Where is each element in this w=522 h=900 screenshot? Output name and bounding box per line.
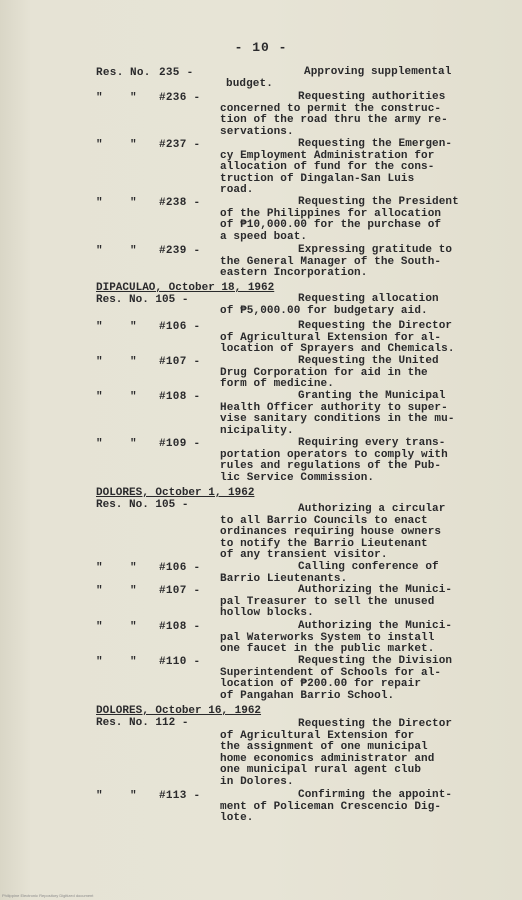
ditto-mark: " [130,391,137,403]
ditto-mark: " [96,391,103,403]
resolution-number: #239 - [159,245,201,257]
resolution-number: #106 - [159,562,201,574]
resolution-number: #106 - [159,321,201,333]
section-heading: DIPACULAO, October 18, 1962 [96,282,275,294]
resolution-text: Requesting the Director of Agricultural Extension for al- location of Sprayers and Chemicals. [220,320,455,355]
ditto-mark: " [130,197,137,209]
scan-footer: Philippine Electronic Repository Digitized document [2,893,94,898]
resolution-text: Requesting allocation of ₱5,000.00 for budgetary aid. [220,293,439,317]
ditto-mark: " [96,585,103,597]
resolution-text: Confirming the appoint- ment of Policeman Crescencio Dig- lote. [220,789,453,824]
ditto-mark: " [130,562,137,574]
resolution-text: Calling conference of Barrio Lieutenants. [220,561,439,585]
resolution-number: #107 - [159,585,201,597]
ditto-mark: " [96,197,103,209]
resolution-number: #109 - [159,438,201,450]
ditto-mark: " [130,585,137,597]
resolution-number: #113 - [159,790,201,802]
resolution-number: #236 - [159,92,201,104]
ditto-mark: " [96,92,103,104]
section-heading: DOLORES, October 16, 1962 [96,705,262,717]
ditto-mark: " [96,321,103,333]
ditto-mark: " [130,790,137,802]
ditto-mark: " [130,139,137,151]
resolution-number: #110 - [159,656,201,668]
resolution-text: Authorizing the Munici- pal Waterworks System to install one faucet in the public market. [220,620,453,655]
ditto-mark: " [130,356,137,368]
section-resolution-ref: Res. No. 105 - [96,498,189,511]
section-resolution-ref: Res. No. 112 - [96,716,189,729]
resolution-text: Requesting the President of the Philippines for allocation of ₱10,000.00 for the purchase of a speed boat. [220,196,459,243]
ditto-mark: " [96,139,103,151]
ditto-mark: " [130,92,137,104]
ditto-mark: " [130,245,137,257]
res-label: Res. [96,67,124,79]
no-label: No. [130,67,151,79]
resolution-text: Requesting the Director of Agricultural Extension for the assignment of one municipal home economics administrator and one municipal rural agent club in Dolores. [220,718,453,788]
resolution-text: Authorizing a circular to all Barrio Councils to enact ordinances requiring house owners to notify the Barrio Lieutenant of any transient visitor. [220,503,446,561]
resolution-text: Requesting authorities concerned to permit the construc- tion of the road thru the army re- servations. [220,91,448,138]
resolution-text: Requesting the Emergen- cy Employment Administration for allocation of fund for the cons- truction of Dingalan-San Luis road. [220,138,453,196]
ditto-mark: " [96,621,103,633]
resolution-number: 235 - [159,67,194,79]
resolution-text: Granting the Municipal Health Officer authority to super- vise sanitary conditions in the mu- nicipality. [220,390,455,437]
ditto-mark: " [96,656,103,668]
ditto-mark: " [96,562,103,574]
resolution-number: #108 - [159,621,201,633]
page-number: - 10 - [234,40,288,55]
resolution-number: #107 - [159,356,201,368]
ditto-mark: " [96,356,103,368]
ditto-mark: " [130,621,137,633]
ditto-mark: " [96,245,103,257]
ditto-mark: " [96,438,103,450]
resolution-number: #237 - [159,139,201,151]
ditto-mark: " [130,656,137,668]
resolution-text: Approving supplemental budget. [226,66,452,90]
ditto-mark: " [130,321,137,333]
resolution-number: #108 - [159,391,201,403]
resolution-text: Requesting the Division Superintendent of Schools for al- location of ₱200.00 for repair of Pangahan Barrio School. [220,655,453,702]
section-resolution-ref: Res. No. 105 - [96,293,189,306]
resolution-text: Requesting the United Drug Corporation for aid in the form of medicine. [220,355,439,390]
resolution-text: Authorizing the Munici- pal Treasurer to sell the unused hollow blocks. [220,584,453,619]
section-heading: DOLORES, October 1, 1962 [96,487,255,499]
resolution-text: Requiring every trans- portation operators to comply with rules and regulations of the Pub- lic Service Commission. [220,437,448,484]
resolution-number: #238 - [159,197,201,209]
resolution-text: Expressing gratitude to the General Manager of the South- eastern Incorporation. [220,244,453,279]
ditto-mark: " [130,438,137,450]
ditto-mark: " [96,790,103,802]
